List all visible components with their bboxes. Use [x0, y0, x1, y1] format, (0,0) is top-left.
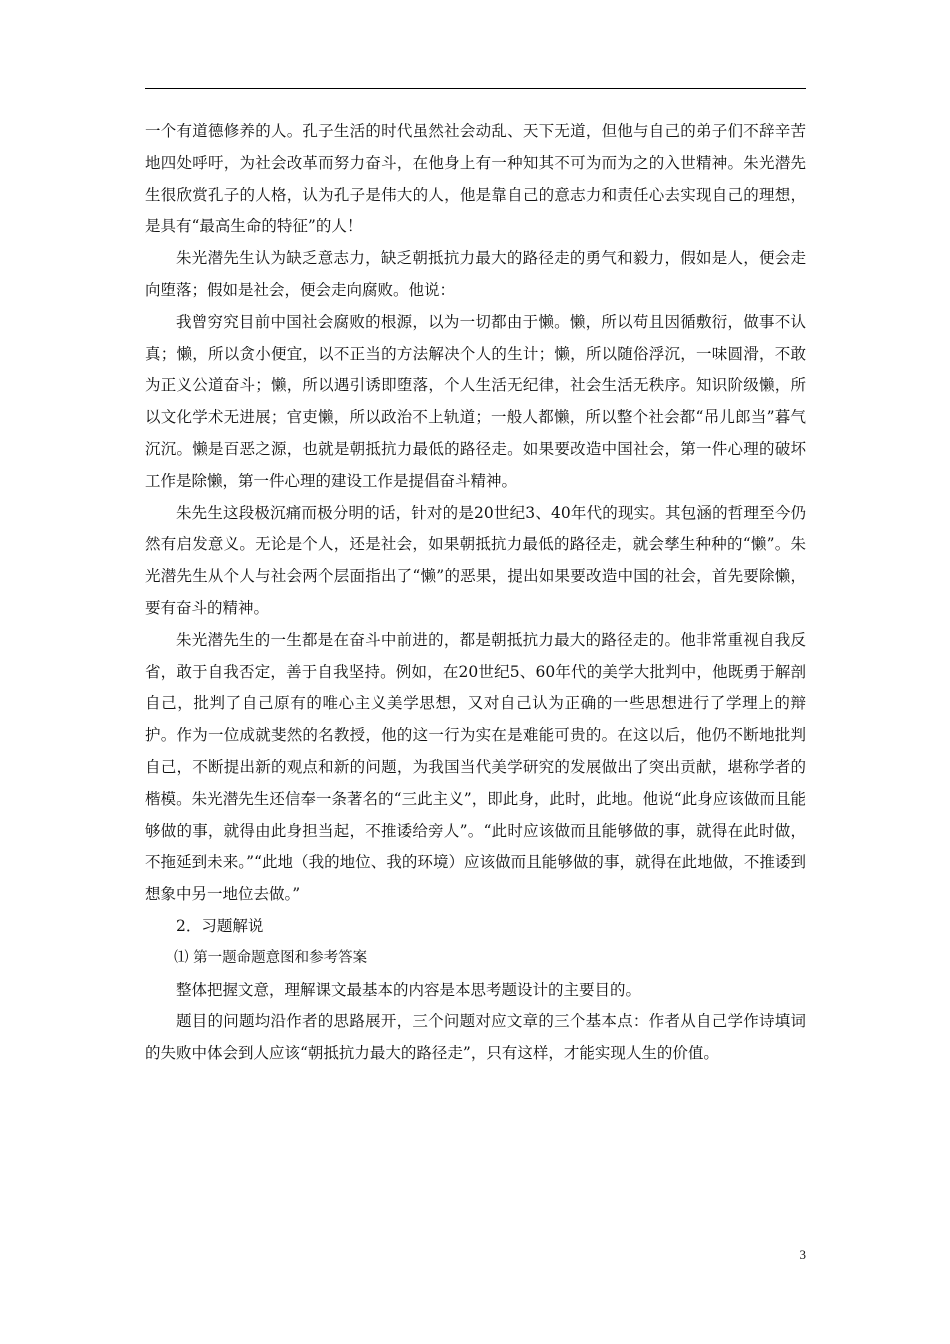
paragraph-commentary: 朱先生这段极沉痛而极分明的话，针对的是20世纪3、40年代的现实。其包涵的哲理至今仍然有启发意义。无论是个人，还是社会，如果朝抵抗力最低的路径走，就会孳生种种的“懒”。朱光潜先生从个人与社会两个层面指出了“懒”的恶果，提出如果要改造中国的社会，首先要除懒，要有奋斗的精神。 [145, 503, 806, 617]
section-heading-exercises: 2．习题解说 [176, 916, 264, 935]
paragraph-quote-laziness: 我曾穷究目前中国社会腐败的根源，以为一切都由于懒。懒，所以苟且因循敷衍，做事不认真；懒，所以贪小便宜，以不正当的方法解决个人的生计；懒，所以随俗浮沉，一味圆滑，不敢为正义公道奋斗；懒，所以遇引诱即堕落，个人生活无纪律，社会生活无秩序。知识阶级懒，所以文化学术无进展；官吏懒，所以政治不上轨道；一般人都懒，所以整个社会都“吊儿郎当”暮气沉沉。懒是百恶之源，也就是朝抵抗力最低的路径走。如果要改造中国社会，第一件心理的破坏工作是除懒，第一件心理的建设工作是提倡奋斗精神。 [145, 312, 806, 490]
header-rule [145, 88, 806, 89]
page-number: 3 [799, 1247, 806, 1262]
paragraph-confucius: 一个有道德修养的人。孔子生活的时代虽然社会动乱、天下无道，但他与自己的弟子们不辞辛苦地四处呼吁，为社会改革而努力奋斗，在他身上有一种知其不可为而为之的入世精神。朱光潜先生很欣赏孔子的人格，认为孔子是伟大的人，他是靠自己的意志力和责任心去实现自己的理想，是具有“最高生命的特征”的人！ [145, 122, 806, 236]
paragraph-willpower: 朱光潜先生认为缺乏意志力，缺乏朝抵抗力最大的路径走的勇气和毅力，假如是人，便会走向堕落；假如是社会，便会走向腐败。他说： [145, 249, 806, 299]
paragraph-life-of-zhu: 朱光潜先生的一生都是在奋斗中前进的，都是朝抵抗力最大的路径走的。他非常重视自我反省，敢于自我否定，善于自我坚持。例如，在20世纪5、60年代的美学大批判中，他既勇于解剖自己，批判了自己原有的唯心主义美学思想，又对自己认为正确的一些思想进行了学理上的辩护。作为一位成就斐然的名教授，他的这一行为实在是难能可贵的。在这以后，他仍不断地批判自己，不断提出新的观点和新的问题，为我国当代美学研究的发展做出了突出贡献，堪称学者的楷模。朱光潜先生还信奉一条著名的“三此主义”，即此身，此时，此地。他说“此身应该做而且能够做的事，就得由此身担当起，不推诿给旁人”。“此时应该做而且能够做的事，就得在此时做，不拖延到未来。”“此地（我的地位、我的环境）应该做而且能够做的事，就得在此地做，不推诿到想象中另一地位去做。” [145, 630, 806, 904]
paragraph-purpose: 整体把握文意，理解课文最基本的内容是本思考题设计的主要目的。 [176, 980, 642, 999]
paragraph-explanation: 题目的问题均沿作者的思路展开，三个问题对应文章的三个基本点：作者从自己学作诗填词的失败中体会到人应该“朝抵抗力最大的路径走”，只有这样，才能实现人生的价值。 [145, 1012, 806, 1063]
page-body [145, 116, 806, 1070]
subheading-question-one: ⑴ 第一题命题意图和参考答案 [174, 949, 368, 966]
